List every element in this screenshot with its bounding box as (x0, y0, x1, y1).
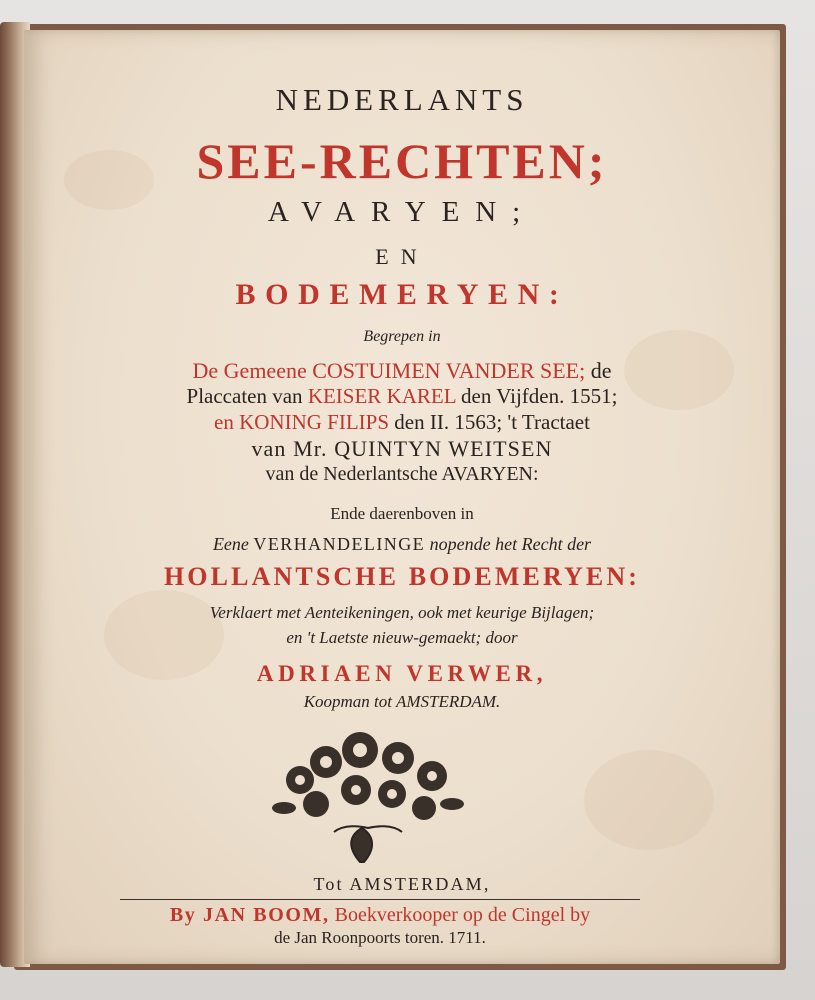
author-name: ADRIAEN VERWER, (256, 661, 548, 686)
eene-text: Eene (212, 534, 254, 554)
text-line-quintyn-weitsen: van Mr. QUINTYN WEITSEN (251, 436, 553, 461)
publisher-name: By JAN BOOM, (169, 904, 330, 926)
text-line-verhandelinge (24, 534, 780, 555)
title-line-nederlants: NEDERLANTS (275, 82, 529, 117)
text-line-koning-filips (24, 410, 780, 435)
title-line-see-rechten: SEE-RECHTEN; (196, 133, 608, 189)
subtitle-begrepen: Begrepen in (363, 328, 441, 345)
placcaten-text: Placcaten van (186, 384, 308, 408)
costuimen-text: De Gemeene COSTUIMEN VANDER SEE; (192, 358, 586, 383)
text-line-costuimen (24, 358, 780, 384)
keiser-karel-text: KEISER KAREL (307, 384, 456, 408)
text-line-placcaten (24, 384, 780, 409)
imprint-date-line: de Jan Roonpoorts toren. 1711. (274, 928, 486, 947)
koning-filips-text: en KONING FILIPS (214, 410, 390, 434)
vijfden-text: den Vijfden. 1551; (455, 384, 618, 408)
title-line-bodemeryen: BODEMERYEN: (235, 278, 569, 311)
text-line-daerenboven: Ende daerenboven in (330, 504, 474, 523)
tractaet-text: den II. 1563; 't Tractaet (389, 410, 590, 434)
author-occupation: Koopman tot AMSTERDAM. (303, 692, 501, 711)
recht-der-text: nopende het Recht der (425, 534, 592, 554)
text-line-verklaert: Verklaert met Aenteikeningen, ook met keurige Bijlagen; (209, 603, 595, 622)
floral-vase-icon (264, 728, 472, 864)
imprint-place: Tot AMSTERDAM, (313, 874, 491, 894)
title-line-avaryen: AVARYEN; (267, 196, 537, 228)
text-line-nederlantsche-avaryen: van de Nederlantsche AVARYEN: (265, 463, 539, 485)
imprint-rule (120, 899, 640, 900)
title-line-hollantsche-bodemeryen: HOLLANTSCHE BODEMERYEN: (163, 562, 641, 591)
publisher-address: Boekverkooper op de Cingel by (329, 904, 591, 926)
verhandelinge-text: VERHANDELINGE (253, 534, 426, 554)
text-line-laetste: en 't Laetste nieuw-gemaekt; door (286, 628, 518, 647)
costuimen-de: de (585, 358, 612, 383)
imprint-publisher-line (100, 904, 660, 927)
title-line-en: EN (375, 244, 429, 269)
